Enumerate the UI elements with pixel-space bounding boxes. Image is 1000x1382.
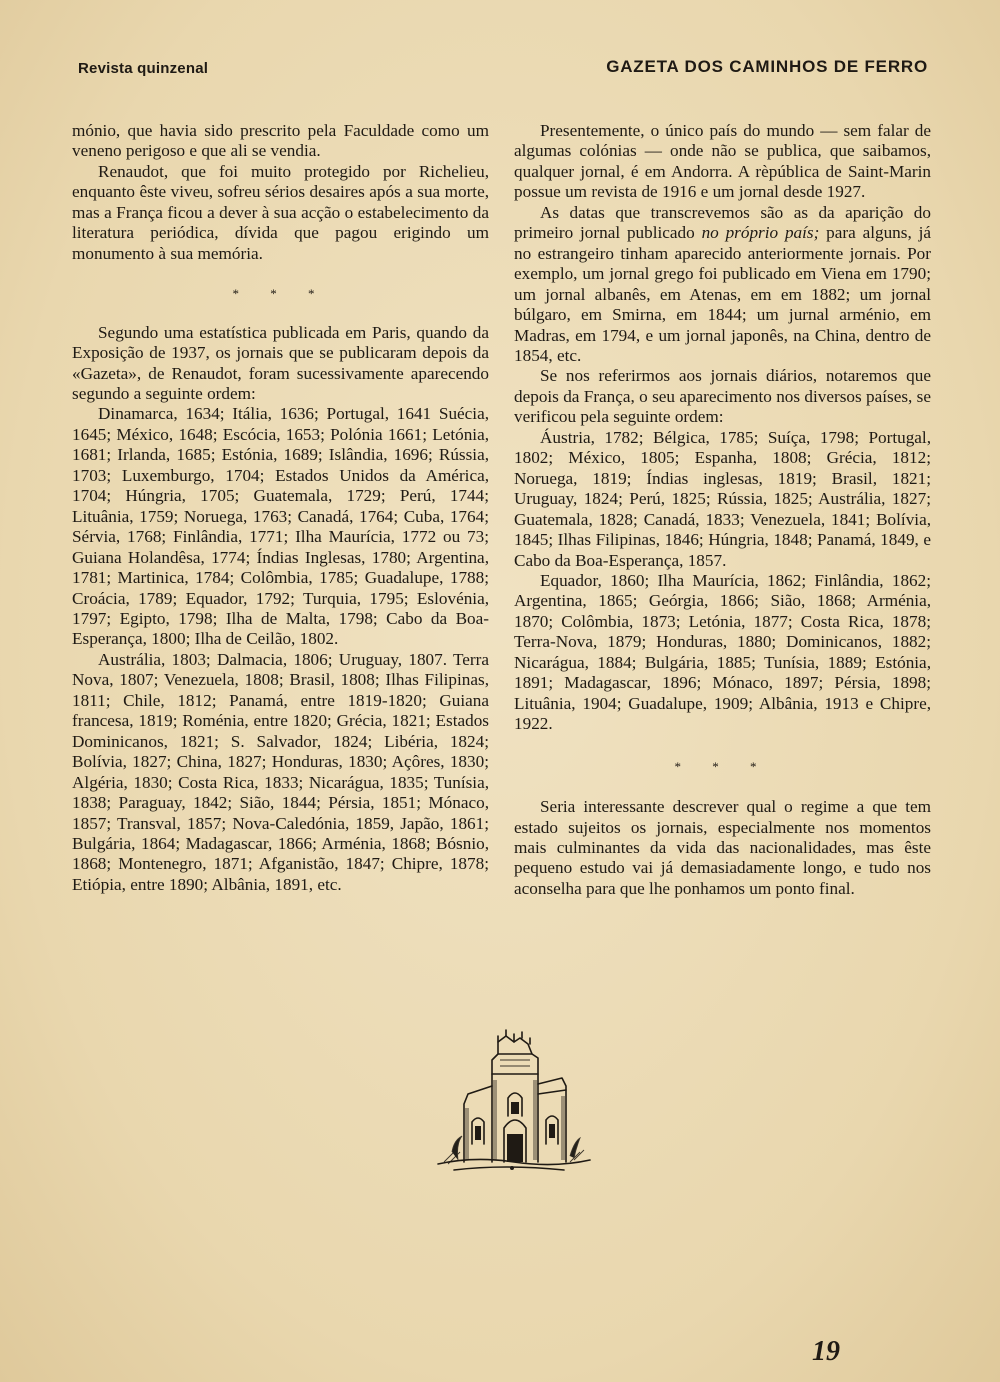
paragraph-text: As datas que transcrevemos são as da aparição do primeiro jornal publicado <box>514 202 931 243</box>
paragraph: Equador, 1860; Ilha Maurícia, 1862; Finlândia, 1862; Argentina, 1865; Geórgia, 1866; Sião, 1868; Arménia, 1870; Colômbia, 1873; Letónia, 1877; Costa Rica, 1878; Terra-Nova, 1879; Honduras, 1880; Dominicanos, 1882; Nicarágua, 1884; Bulgária, 1885; Tunísia, 1889; Estónia, 1891; Madagascar, 1896; Mónaco, 1897; Pérsia, 1898; Lituânia, 1904; Guadalupe, 1909; Albânia, 1913 e Chipre, 1922. <box>514 570 931 734</box>
paragraph: mónio, que havia sido prescrito pela Faculdade como um veneno perigoso e que ali se vendia. <box>72 121 489 161</box>
italic-emphasis: no próprio país; <box>701 223 820 243</box>
paragraph: Renaudot, que foi muito protegido por Richelieu, enquanto êste viveu, sofreu sérios desaires após a sua morte, mas a França ficou a dever à sua acção o estabelecimento da literatura periódica, dívida que pagou erigindo um monumento à sua memória. <box>72 161 489 263</box>
paragraph: Dinamarca, 1634; Itália, 1636; Portugal, 1641 Suécia, 1645; México, 1648; Escócia, 1653; Polónia 1661; Letónia, 1681; Irlanda, 1685; Estónia, 1689; Islândia, 1696; Rússia, 1703; Luxemburgo, 1704; Estados Unidos da América, 1704; Húngria, 1705; Guatemala, 1729; Perú, 1744; Lituânia, 1759; Noruega, 1763; Canadá, 1764; Cuba, 1764; Sérvia, 1768; Finlândia, 1771; Ilha Maurícia, 1772 ou 73; Guiana Holandêsa, 1774; Índias Inglesas, 1780; Argentina, 1781; Martinica, 1784; Colômbia, 1785; Guadalupe, 1788; Croácia, 1789; Equador, 1792; Turquia, 1795; Eslovénia, 1797; Egipto, 1798; Ilha de Malta, 1798; Cabo da Boa-Esperança, 1800; Ilha de Ceilão, 1802. <box>72 404 489 649</box>
paragraph: Presentemente, o único país do mundo — sem falar de algumas colónias — onde não se publica, que saibamos, qualquer jornal, é em Andorra. A rèpública de Saint-Marin possue um revista de 1916 e um jornal desde 1927. <box>514 121 931 202</box>
section-separator: * * * <box>674 758 771 774</box>
paragraph: Se nos referirmos aos jornais diários, notaremos que depois da França, o seu aparecimento nos diversos países, se verificou pela seguinte ordem: <box>514 366 931 427</box>
paragraph: Seria interessante descrever qual o regime a que tem estado sujeitos os jornais, especialmente nos momentos mais culminantes da vida das nacionalidades, mas êste pequeno estudo vai já demasiadamente longo, e tudo nos aconselha para que lhe ponhamos um ponto final. <box>514 797 931 898</box>
paragraph: Áustria, 1782; Bélgica, 1785; Suíça, 1798; Portugal, 1802; México, 1805; Espanha, 1808; Grécia, 1812; Noruega, 1819; Índias inglesas, 1819; Brasil, 1821; Uruguay, 1824; Perú, 1825; Rússia, 1825; Austrália, 1827; Guatemala, 1828; Canadá, 1833; Venezuela, 1841; Bolívia, 1845; Ilhas Filipinas, 1846; Húngria, 1848; Panamá, 1849, e Cabo da Boa-Esperança, 1857. <box>514 427 931 570</box>
right-column <box>514 121 931 899</box>
paragraph: Segundo uma estatística publicada em Paris, quando da Exposição de 1937, os jornais que se publicaram depois da «Gazeta», de Renaudot, foram sucessivamente aparecendo segundo a seguinte ordem: <box>72 322 489 403</box>
left-column <box>72 121 489 895</box>
cathedral-sketch-icon <box>434 1024 594 1176</box>
paragraph <box>514 203 931 367</box>
header-publication-frequency: Revista quinzenal <box>78 60 209 77</box>
paragraph: Austrália, 1803; Dalmacia, 1806; Uruguay, 1807. Terra Nova, 1807; Venezuela, 1808; Brasil, 1808; Ilhas Filipinas, 1811; Chile, 1812; Panamá, entre 1819-1820; Guiana francesa, 1819; Roménia, entre 1820; Grécia, 1821; Estados Dominicanos, 1821; S. Salvador, 1824; Libéria, 1824; Bolívia, 1827; China, 1827; Honduras, 1830; Açôres, 1830; Algéria, 1830; Costa Rica, 1833; Nicarágua, 1835; Tunísia, 1838; Paraguay, 1842; Sião, 1844; Pérsia, 1851; Mónaco, 1857; Transval, 1857; Nova-Caledónia, 1859, Japão, 1861; Bulgária, 1864; Madagascar, 1866; Arménia, 1868; Bósnio, 1868; Montenegro, 1871; Afganistão, 1847; Chipre, 1878; Etiópia, entre 1890; Albânia, 1891, etc. <box>72 649 489 894</box>
paragraph-text: para alguns, já no estrangeiro tinham aparecido anteriormente jornais. Por exemplo, um jornal grego foi publicado em Viena em 1790; um jornal albanês, em Atenas, em em 1882; um jornal búlgaro, em Smirna, em 1844; um jurnal arménio, em Madras, em 1794, e um jornal japonês, na China, dentro de 1854, etc. <box>514 223 931 365</box>
header-magazine-title: GAZETA DOS CAMINHOS DE FERRO <box>606 57 928 76</box>
section-separator: * * * <box>232 286 329 302</box>
page-number: 19 <box>812 1336 840 1367</box>
